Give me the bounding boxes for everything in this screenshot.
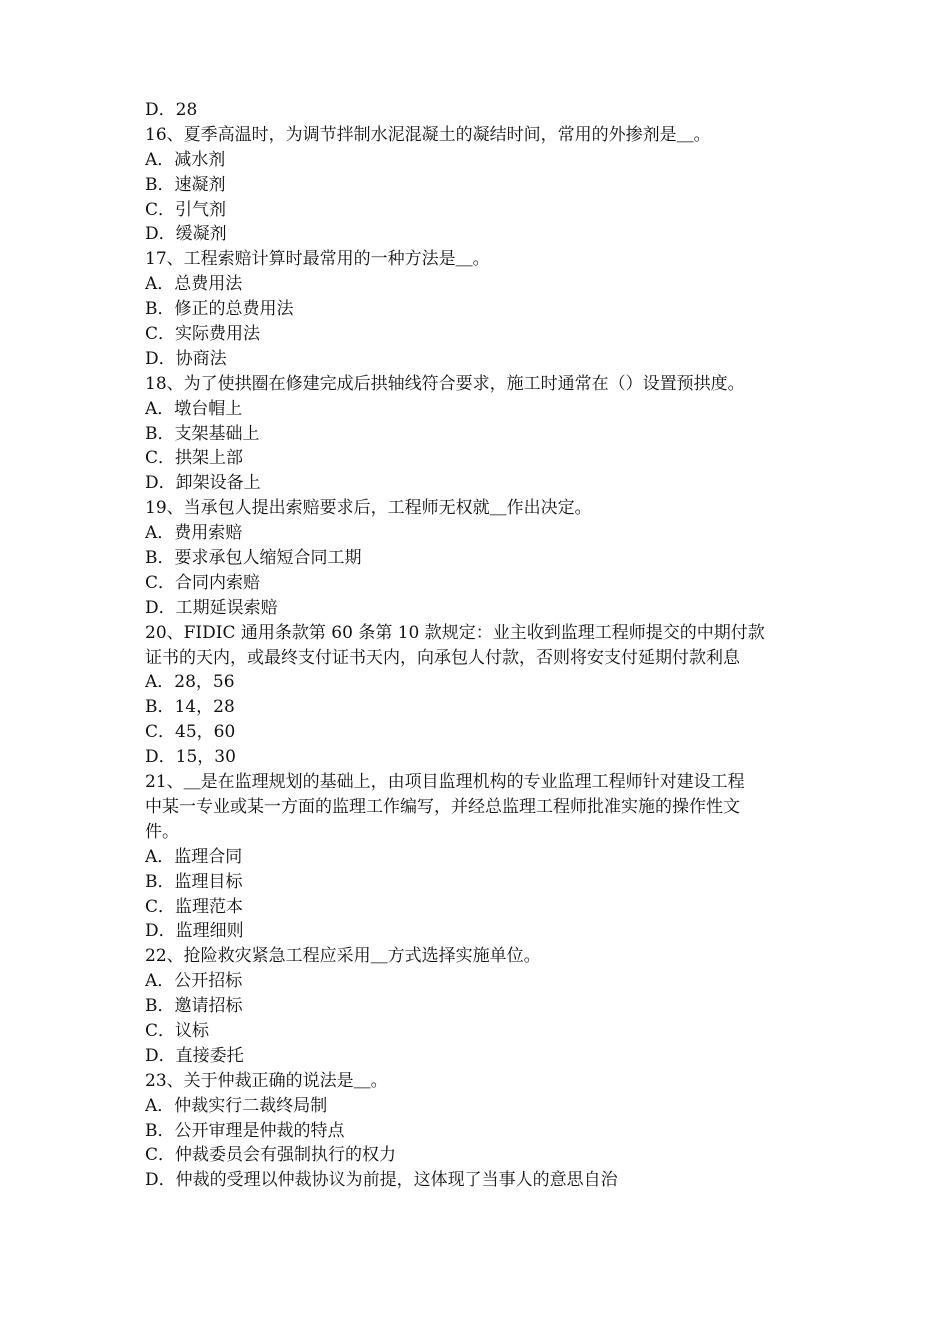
option-line: A．28，56 (145, 672, 235, 693)
option-line: B．要求承包人缩短合同工期 (145, 548, 362, 569)
option-line: B．修正的总费用法 (145, 299, 294, 320)
question-line-continued: 中某一专业或某一方面的监理工作编写，并经总监理工程师批准实施的操作性文 (145, 796, 740, 817)
option-line: D．卸架设备上 (145, 473, 261, 494)
question-line: 22、抢险救灾紧急工程应采用＿方式选择实施单位。 (145, 946, 541, 967)
option-line: A．费用索赔 (145, 523, 243, 544)
question-line: 21、＿是在监理规划的基础上，由项目监理机构的专业监理工程师针对建设工程 (145, 772, 745, 793)
option-line: C．拱架上部 (145, 448, 244, 469)
option-line: D．工期延误索赔 (145, 597, 278, 618)
option-line: B．14，28 (145, 697, 235, 718)
option-line: A．总费用法 (145, 274, 243, 295)
option-line: C．引气剂 (145, 199, 227, 220)
option-line: D．协商法 (145, 348, 227, 369)
question-line-continued: 证书的天内，或最终支付证书天内，向承包人付款，否则将安支付延期付款利息 (145, 647, 740, 668)
option-line: C．实际费用法 (145, 324, 261, 345)
option-line: C．监理范本 (145, 896, 244, 917)
option-line: B．速凝剂 (145, 174, 226, 195)
option-line: C．合同内索赔 (145, 572, 261, 593)
option-line: C．议标 (145, 1020, 210, 1041)
option-line: D．仲裁的受理以仲裁协议为前提，这体现了当事人的意思自治 (145, 1170, 618, 1191)
question-line: 16、夏季高温时，为调节拌制水泥混凝土的凝结时间，常用的外掺剂是＿。 (145, 124, 711, 145)
option-line: D．28 (145, 100, 198, 120)
option-line: A．仲裁实行二裁终局制 (145, 1095, 328, 1116)
question-line: 18、为了使拱圈在修建完成后拱轴线符合要求，施工时通常在（）设置预拱度。 (145, 373, 745, 394)
option-line: B．公开审理是仲裁的特点 (145, 1120, 345, 1141)
option-line: D．缓凝剂 (145, 224, 227, 245)
option-line: C．45，60 (145, 722, 236, 743)
option-line: B．监理目标 (145, 871, 243, 892)
option-line: A．监理合同 (145, 846, 243, 867)
option-line: D．监理细则 (145, 921, 244, 942)
question-line: 23、关于仲裁正确的说法是＿。 (145, 1070, 388, 1091)
option-line: B．邀请招标 (145, 996, 243, 1017)
question-line: 20、FIDIC 通用条款第 60 条第 10 款规定：业主收到监理工程师提交的中期付款 (145, 622, 765, 643)
question-line: 19、当承包人提出索赔要求后，工程师无权就＿作出决定。 (145, 498, 592, 519)
option-line: A．减水剂 (145, 149, 226, 170)
option-line: A．公开招标 (145, 971, 243, 992)
question-line-continued: 件。 (145, 821, 179, 842)
option-line: D．15，30 (145, 747, 236, 768)
option-line: D．直接委托 (145, 1045, 244, 1066)
option-line: B．支架基础上 (145, 423, 260, 444)
option-line: A．墩台帽上 (145, 398, 243, 419)
option-line: C．仲裁委员会有强制执行的权力 (145, 1145, 397, 1166)
question-line: 17、工程索赔计算时最常用的一种方法是＿。 (145, 249, 490, 270)
document-body (145, 98, 810, 1193)
